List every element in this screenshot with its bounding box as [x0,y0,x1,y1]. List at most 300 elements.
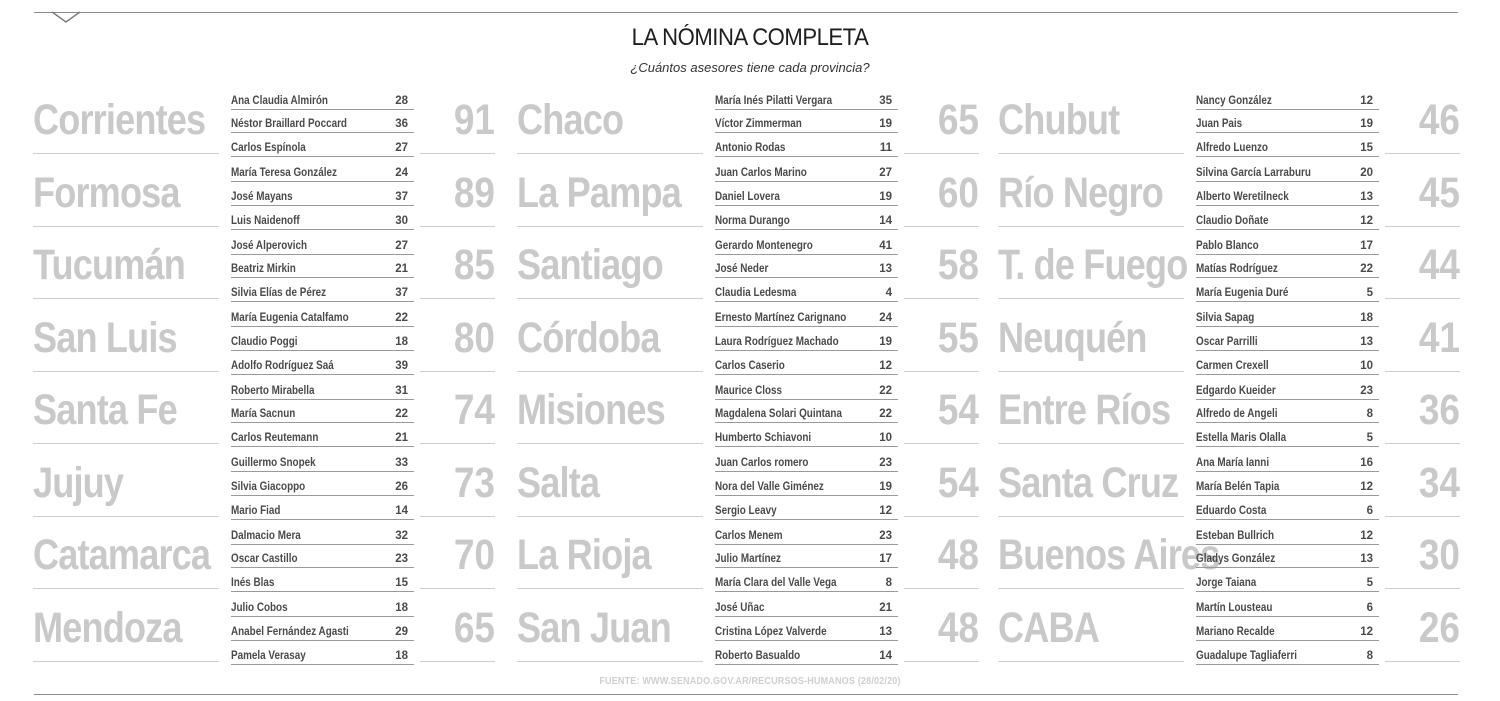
total-rule [420,516,495,517]
senator-name: María Clara del Valle Vega [715,577,837,590]
advisor-count: 8 [885,577,892,590]
senator-name: Jorge Taiana [1196,577,1257,590]
advisor-count: 29 [395,625,408,638]
senator-name: Claudio Poggi [231,335,298,348]
province-name: Formosa [33,168,180,217]
senator-name: Anabel Fernández Agasti [231,625,349,638]
province-total: 36 [1418,386,1460,434]
senator-name: Oscar Parrilli [1196,335,1258,348]
province-rule [517,298,703,299]
senator-name: Gladys González [1196,553,1276,566]
advisor-count: 13 [1360,335,1373,348]
province-rule [998,226,1184,227]
senator-row [231,545,414,569]
advisor-count: 18 [395,602,408,615]
senator-row [1196,231,1379,255]
senator-row [715,110,898,134]
advisor-count: 19 [879,118,892,131]
senator-list [715,594,898,665]
senator-row [1196,568,1379,592]
total-rule [420,443,495,444]
advisor-count: 18 [395,649,408,662]
senator-row [231,110,414,134]
senator-row [231,449,414,473]
senator-list [715,86,898,157]
advisor-count: 14 [879,214,892,227]
senator-name: Claudio Doñate [1196,214,1269,227]
senator-name: Eduardo Costa [1196,504,1267,517]
province-total: 44 [1418,241,1460,289]
senator-list [715,521,898,592]
total-rule [420,153,495,154]
senator-row [715,206,898,230]
province-rule [33,298,219,299]
province-total: 46 [1418,96,1460,144]
province-name: Salta [517,458,600,507]
advisor-count: 6 [1366,504,1373,517]
senator-row [715,594,898,618]
total-rule [420,226,495,227]
senator-name: Alfredo de Angeli [1196,408,1278,421]
total-rule [1385,226,1460,227]
senator-name: Ana Claudia Almirón [231,94,328,107]
senator-row [231,568,414,592]
senator-row [715,617,898,641]
province-total: 70 [453,531,495,579]
province-name: San Luis [33,313,177,362]
advisor-count: 16 [1360,457,1373,470]
senator-row [231,182,414,206]
senator-name: Norma Durango [715,214,790,227]
province-name: Entre Ríos [998,386,1171,434]
advisor-count: 8 [1366,649,1373,662]
advisor-count: 15 [1360,142,1373,155]
advisor-count: 10 [879,432,892,445]
advisor-count: 22 [395,312,408,325]
senator-name: Humberto Schiavoni [715,432,812,445]
advisor-count: 23 [879,457,892,470]
province-total: 89 [453,168,495,217]
province-name: T. de Fuego [998,241,1188,289]
senator-name: Silvia Sapag [1196,312,1255,325]
senator-row [715,376,898,400]
senator-name: José Neder [715,263,769,276]
province-name: Corrientes [33,96,206,144]
senator-name: Nancy González [1196,94,1272,107]
senator-list [715,231,898,302]
senator-row [715,255,898,279]
senator-row [1196,400,1379,424]
advisor-count: 24 [395,167,408,180]
province-rule [998,153,1184,154]
senator-name: María Teresa González [231,167,337,180]
senator-row [1196,304,1379,328]
senator-row [715,278,898,302]
advisor-count: 5 [1366,577,1373,590]
province-name: Neuquén [998,313,1147,362]
province-name: CABA [998,603,1099,652]
senator-name: Martín Lousteau [1196,602,1273,615]
senator-row [715,159,898,183]
province-name: Córdoba [517,313,660,362]
advisor-count: 17 [1360,239,1373,252]
senator-name: Dalmacio Mera [231,529,301,542]
advisor-count: 31 [395,384,408,397]
total-rule [1385,588,1460,589]
province-name: Chaco [517,96,624,144]
total-rule [1385,371,1460,372]
senator-name: Beatriz Mirkin [231,263,296,276]
senator-name: Silvia Elías de Pérez [231,287,327,300]
senator-row [1196,496,1379,520]
top-rule [34,12,1458,13]
senator-name: Pablo Blanco [1196,239,1259,252]
senator-name: Néstor Braillard Poccard [231,118,347,131]
senator-name: Ana María Ianni [1196,457,1270,470]
senator-list [231,86,414,157]
senator-name: Oscar Castillo [231,553,298,566]
senator-row [231,641,414,665]
province-rule [998,661,1184,662]
province-total: 26 [1418,603,1460,652]
advisor-count: 18 [395,335,408,348]
advisor-count: 30 [395,214,408,227]
senator-row [231,231,414,255]
senator-list [1196,304,1379,375]
advisor-count: 37 [395,287,408,300]
province-total: 54 [937,458,979,507]
senator-name: Carlos Caserio [715,359,785,372]
total-rule [904,516,979,517]
advisor-count: 41 [879,239,892,252]
senator-row [715,400,898,424]
advisor-count: 13 [1360,190,1373,203]
senator-row [231,472,414,496]
total-rule [420,661,495,662]
senator-row [1196,545,1379,569]
senator-name: Magdalena Solari Quintana [715,408,842,421]
senator-list [1196,449,1379,520]
senator-row [1196,472,1379,496]
senator-name: Antonio Rodas [715,142,786,155]
senator-name: Estella Maris Olalla [1196,432,1287,445]
total-rule [1385,516,1460,517]
province-name: San Juan [517,603,671,652]
senator-list [1196,376,1379,447]
province-rule [517,516,703,517]
total-rule [420,371,495,372]
advisor-count: 12 [1360,94,1373,107]
total-rule [1385,298,1460,299]
senator-row [1196,449,1379,473]
senator-row [715,133,898,157]
advisor-count: 21 [395,263,408,276]
province-total: 48 [937,531,979,579]
senator-list [1196,159,1379,230]
total-rule [904,298,979,299]
senator-row [715,521,898,545]
senator-name: Maurice Closs [715,384,783,397]
province-rule [998,298,1184,299]
senator-name: Carmen Crexell [1196,359,1269,372]
advisor-count: 20 [1360,167,1373,180]
senator-name: Roberto Mirabella [231,384,315,397]
senator-list [715,159,898,230]
notch-decoration [52,11,80,25]
senator-name: Carlos Espínola [231,142,306,155]
senator-name: Mariano Recalde [1196,625,1275,638]
province-rule [33,588,219,589]
senator-name: Juan Pais [1196,118,1243,131]
senator-row [1196,86,1379,110]
advisor-count: 36 [395,118,408,131]
advisor-count: 39 [395,359,408,372]
advisor-count: 18 [1360,312,1373,325]
advisor-count: 21 [395,432,408,445]
advisor-count: 5 [1366,287,1373,300]
senator-name: Juan Carlos romero [715,457,809,470]
senator-row [231,351,414,375]
senator-name: Silvina García Larraburu [1196,167,1311,180]
senator-row [715,449,898,473]
senator-row [231,133,414,157]
advisor-count: 19 [879,480,892,493]
advisor-count: 12 [1360,625,1373,638]
advisor-count: 4 [885,287,892,300]
senator-name: José Alperovich [231,239,308,252]
senator-name: José Uñac [715,602,765,615]
province-rule [33,443,219,444]
total-rule [420,298,495,299]
advisor-count: 12 [879,504,892,517]
advisor-count: 12 [879,359,892,372]
senator-name: Luis Naidenoff [231,214,300,227]
senator-list [1196,86,1379,157]
senator-name: Alfredo Luenzo [1196,142,1268,155]
province-rule [33,371,219,372]
senator-row [231,255,414,279]
senator-list [231,521,414,592]
page-subtitle: ¿Cuántos asesores tiene cada provincia? [630,60,870,75]
senator-name: Mario Fiad [231,504,281,517]
senator-name: Claudia Ledesma [715,287,797,300]
province-name: Catamarca [33,531,211,579]
page-title: LA NÓMINA COMPLETA [631,24,869,51]
province-name: Santa Fe [33,386,177,434]
senator-name: María Belén Tapia [1196,480,1280,493]
senator-row [1196,351,1379,375]
senator-row [231,594,414,618]
total-rule [904,371,979,372]
advisor-count: 15 [395,577,408,590]
province-total: 65 [453,603,495,652]
senator-name: Roberto Basualdo [715,649,801,662]
province-total: 34 [1418,458,1460,507]
advisor-count: 26 [395,480,408,493]
province-rule [33,153,219,154]
province-name: Jujuy [33,458,124,507]
senator-row [1196,159,1379,183]
province-total: 54 [937,386,979,434]
province-rule [517,661,703,662]
advisor-count: 22 [879,408,892,421]
province-name: La Rioja [517,531,651,579]
province-rule [998,588,1184,589]
total-rule [1385,153,1460,154]
senator-row [715,641,898,665]
senator-row [1196,278,1379,302]
senator-list [231,159,414,230]
senator-name: Laura Rodríguez Machado [715,335,839,348]
province-name: Santa Cruz [998,458,1179,507]
senator-row [231,159,414,183]
senator-row [231,278,414,302]
bottom-rule [34,694,1458,695]
senator-list [715,304,898,375]
advisor-count: 12 [1360,480,1373,493]
senator-list [231,594,414,665]
advisor-count: 19 [879,190,892,203]
advisor-count: 22 [395,408,408,421]
province-total: 80 [453,313,495,362]
province-total: 91 [453,96,495,144]
senator-row [1196,327,1379,351]
province-rule [517,588,703,589]
senator-row [231,327,414,351]
advisor-count: 23 [1360,384,1373,397]
senator-name: Ernesto Martínez Carignano [715,312,847,325]
province-total: 65 [937,96,979,144]
senator-name: María Eugenia Catalfamo [231,312,349,325]
senator-row [715,304,898,328]
senator-row [715,327,898,351]
senator-row [1196,206,1379,230]
senator-list [1196,521,1379,592]
total-rule [420,588,495,589]
province-name: Santiago [517,241,663,289]
advisor-count: 35 [879,94,892,107]
senator-list [1196,594,1379,665]
senator-row [715,568,898,592]
senator-row [715,496,898,520]
advisor-count: 12 [1360,529,1373,542]
senator-name: Víctor Zimmerman [715,118,802,131]
senator-row [1196,641,1379,665]
senator-name: María Sacnun [231,408,296,421]
province-rule [517,226,703,227]
senator-row [715,351,898,375]
province-rule [998,516,1184,517]
advisor-count: 23 [879,529,892,542]
senator-row [231,496,414,520]
senator-name: Carlos Menem [715,529,783,542]
province-name: Mendoza [33,603,182,652]
senator-name: Julio Cobos [231,602,288,615]
senator-row [1196,521,1379,545]
senator-name: Pamela Verasay [231,649,306,662]
province-total: 45 [1418,168,1460,217]
province-name: La Pampa [517,168,681,217]
senator-name: Silvia Giacoppo [231,480,306,493]
senator-row [231,304,414,328]
senator-name: Guillermo Snopek [231,457,316,470]
province-rule [33,226,219,227]
province-total: 74 [453,386,495,434]
province-name: Misiones [517,386,665,434]
advisor-count: 37 [395,190,408,203]
province-total: 85 [453,241,495,289]
total-rule [1385,661,1460,662]
senator-row [715,86,898,110]
advisor-count: 19 [879,335,892,348]
province-rule [33,661,219,662]
senator-name: Gerardo Montenegro [715,239,813,252]
senator-name: Sergio Leavy [715,504,777,517]
total-rule [1385,443,1460,444]
senator-name: Adolfo Rodríguez Saá [231,359,334,372]
senator-list [715,449,898,520]
senator-row [715,545,898,569]
total-rule [904,153,979,154]
advisor-count: 27 [395,142,408,155]
senator-row [231,206,414,230]
total-rule [904,588,979,589]
senator-row [715,472,898,496]
province-rule [517,371,703,372]
province-name: Chubut [998,96,1120,144]
senator-list [1196,231,1379,302]
senator-row [1196,423,1379,447]
advisor-count: 6 [1366,602,1373,615]
advisor-count: 17 [879,553,892,566]
advisor-count: 23 [395,553,408,566]
senator-name: Alberto Weretilneck [1196,190,1289,203]
advisor-count: 33 [395,457,408,470]
province-name: Buenos Aires [998,531,1220,579]
advisor-count: 19 [1360,118,1373,131]
senator-list [231,376,414,447]
advisor-count: 27 [879,167,892,180]
advisor-count: 21 [879,602,892,615]
senator-name: Carlos Reutemann [231,432,319,445]
advisor-count: 13 [879,263,892,276]
province-name: Tucumán [33,241,185,289]
senator-row [231,521,414,545]
advisor-count: 14 [879,649,892,662]
senator-row [1196,376,1379,400]
province-rule [998,443,1184,444]
province-total: 55 [937,313,979,362]
senator-row [1196,133,1379,157]
advisor-count: 12 [1360,214,1373,227]
senator-name: José Mayans [231,190,293,203]
senator-row [715,423,898,447]
province-total: 60 [937,168,979,217]
senator-name: Julio Martínez [715,553,781,566]
senator-row [231,376,414,400]
senator-name: Edgardo Kueider [1196,384,1276,397]
advisor-count: 22 [879,384,892,397]
senator-name: María Eugenia Duré [1196,287,1289,300]
senator-name: Esteban Bullrich [1196,529,1275,542]
senator-row [1196,110,1379,134]
province-total: 73 [453,458,495,507]
senator-row [715,231,898,255]
source-note: FUENTE: WWW.SENADO.GOV.AR/RECURSOS-HUMANOS (28/02/20) [599,675,901,687]
province-total: 30 [1418,531,1460,579]
province-rule [517,443,703,444]
senator-name: Daniel Lovera [715,190,780,203]
